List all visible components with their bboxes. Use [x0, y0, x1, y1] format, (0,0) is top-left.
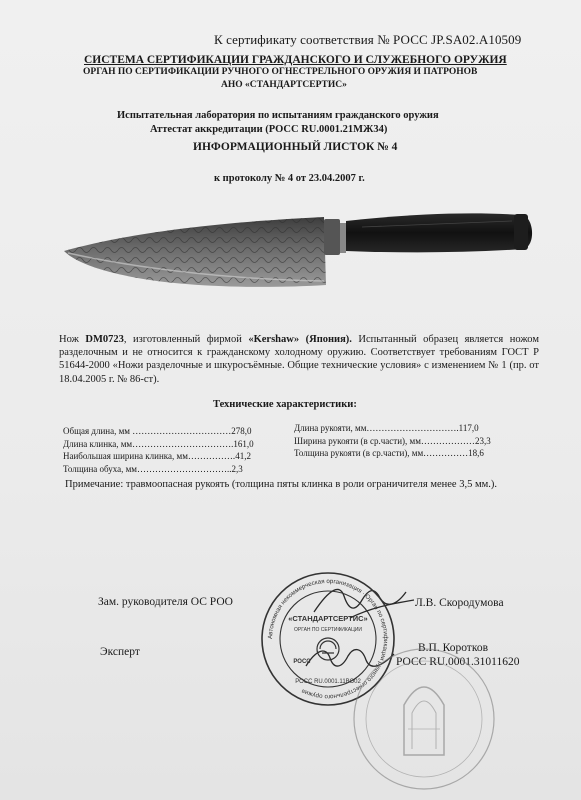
stamp-reg-number: РОСС RU.0001.11ВО02	[295, 679, 361, 685]
emblem-stamp	[350, 645, 498, 793]
stamp-center-mid: ОРГАН ПО СЕРТИФИКАЦИИ	[293, 627, 363, 633]
specs-title: Технические характеристики:	[213, 399, 357, 410]
deputy-title: Зам. руководителя ОС РОО	[98, 596, 233, 608]
spec-row: Ширина рукояти (в ср.части), мм………………23,3	[294, 436, 491, 446]
knife-model: DM0723	[85, 334, 124, 345]
sheet-title: ИНФОРМАЦИОННЫЙ ЛИСТОК № 4	[193, 141, 398, 153]
stamp-center-bottom: РОСС	[293, 659, 311, 665]
note: Примечание: травмоопасная рукоять (толщина пяты клинка в роли ограничителя менее 3,5 мм.).	[65, 479, 497, 490]
manufacturer: «Kershaw» (Япония).	[248, 334, 352, 345]
accreditation: Аттестат аккредитации (РОСС RU.0001.21МЖ34)	[150, 124, 388, 135]
knife-image	[62, 205, 542, 305]
cert-reference: К сертификату соответствия № РОСС JP.SA02.A10509	[214, 32, 522, 47]
deputy-name: Л.В. Скородумова	[415, 597, 504, 609]
spec-row: Толщина рукояти (в ср.части), мм……………18,6	[294, 448, 484, 458]
expert-reg-number: РОСС RU.0001.31011620	[396, 656, 520, 668]
stamp-outer-text: Автономная некоммерческая организация · Орган по сертификации ручного огнестрельного оружия	[266, 577, 390, 701]
expert-title: Эксперт	[100, 646, 140, 658]
spec-row: Толщина обуха, мм…………………………..2,3	[63, 464, 243, 474]
protocol-ref: к протоколу № 4 от 23.04.2007 г.	[214, 173, 365, 184]
spec-row: Длина клинка, мм…………………………….161,0	[63, 439, 254, 449]
spec-row: Длина рукояти, мм………………………….117,0	[294, 423, 479, 433]
org-short-name: АНО «СТАНДАРТСЕРТИС»	[221, 80, 347, 90]
expert-name: В.П. Коротков	[418, 642, 489, 654]
organ-name: ОРГАН ПО СЕРТИФИКАЦИИ РУЧНОГО ОГНЕСТРЕЛЬНОГО ОРУЖИЯ И ПАТРОНОВ	[83, 67, 478, 77]
system-name: СИСТЕМА СЕРТИФИКАЦИИ ГРАЖДАНСКОГО И СЛУЖЕБНОГО ОРУЖИЯ	[84, 54, 507, 66]
stamp-center-top: «СТАНДАРТСЕРТИС»	[288, 614, 368, 623]
lab-name: Испытательная лаборатория по испытаниям гражданского оружия	[117, 110, 439, 121]
emblem-icon	[404, 687, 444, 755]
knife-description: Нож DM0723, изготовленный фирмой «Kershaw» (Япония). Испытанный образец является ножом разделочным и не относится к гражданскому холодному оружию. Соответствует требованиям ГОСТ Р 51644-2000 «Ножи разделочные и шкуросъёмные. Общие технические условия» с изменением № 1 (пр. от 18.04.2005 г. № 86-ст).	[59, 334, 540, 385]
spec-row: Наибольшая ширина клинка, мм…………….41,2	[63, 451, 251, 461]
spec-row: Общая длина, мм ……………………………278,0	[63, 426, 252, 436]
